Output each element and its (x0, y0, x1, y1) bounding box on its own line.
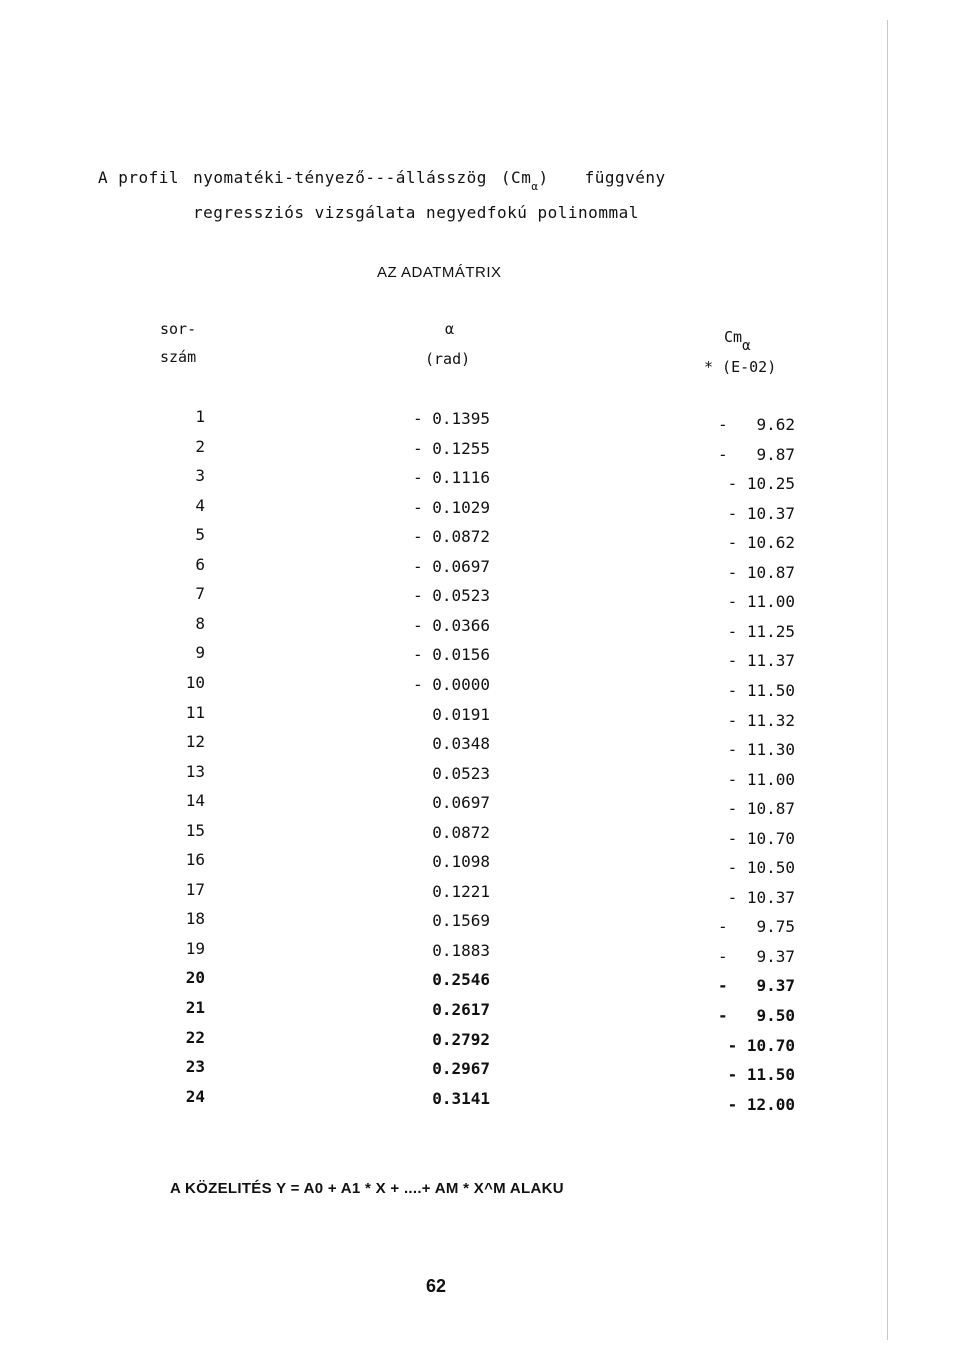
cm-value: - 11.25 (727, 622, 795, 641)
row-number: 23 (185, 1057, 205, 1076)
alpha-value: - 0.1116 (412, 468, 490, 487)
title-symbol-subscript: α (531, 180, 539, 193)
row-number: 7 (195, 584, 205, 603)
alpha-value: - 0.1029 (412, 498, 490, 517)
row-number: 1 (195, 407, 205, 426)
cm-value: - 11.00 (727, 592, 795, 611)
row-number: 9 (195, 643, 205, 662)
cm-value: - 11.00 (727, 770, 795, 789)
title-symbol-close: ) (538, 168, 549, 187)
alpha-value: 0.1883 (432, 941, 490, 960)
row-number: 19 (185, 939, 205, 958)
cm-value: - 10.62 (727, 533, 795, 552)
cm-value: - 10.70 (727, 1036, 795, 1055)
alpha-value: 0.1098 (432, 852, 490, 871)
alpha-value: 0.2546 (432, 970, 490, 989)
cm-value: - 10.50 (727, 858, 795, 877)
alpha-unit-header: (rad) (425, 350, 471, 368)
cm-value: - 11.50 (727, 681, 795, 700)
document-title-line-2: regressziós vizsgálata negyedfokú polinommal (193, 203, 639, 222)
cm-label: Cm (724, 328, 743, 346)
row-number: 10 (185, 673, 205, 692)
cm-value: - 11.32 (727, 711, 795, 730)
row-number: 24 (185, 1087, 205, 1106)
row-number: 12 (185, 732, 205, 751)
row-number: 18 (185, 909, 205, 928)
alpha-value: - 0.1255 (412, 439, 490, 458)
cm-value: - 9.75 (717, 917, 795, 936)
page-edge-line (887, 20, 888, 1340)
alpha-value: 0.0872 (432, 823, 490, 842)
index-column-header-1: sor- (160, 320, 197, 338)
cm-value: - 9.87 (717, 445, 795, 464)
cm-subscript: α (742, 338, 751, 354)
cm-value: - 11.50 (727, 1065, 795, 1084)
alpha-value: 0.1221 (432, 882, 490, 901)
cm-value: - 10.37 (727, 888, 795, 907)
alpha-value: - 0.0156 (412, 645, 490, 664)
row-number: 14 (185, 791, 205, 810)
cm-column-header (724, 328, 751, 354)
cm-value: - 10.87 (727, 563, 795, 582)
row-number: 2 (195, 437, 205, 456)
title-text-a: A profil (98, 168, 180, 187)
alpha-value: 0.2617 (432, 1000, 490, 1019)
row-number: 3 (195, 466, 205, 485)
cm-value: - 10.37 (727, 504, 795, 523)
cm-value: - 9.62 (717, 415, 795, 434)
alpha-value: 0.2792 (432, 1030, 490, 1049)
row-number: 15 (185, 821, 205, 840)
cm-value: - 10.25 (727, 474, 795, 493)
alpha-value: - 0.1395 (412, 409, 490, 428)
row-number: 11 (185, 703, 205, 722)
row-number: 4 (195, 496, 205, 515)
cm-value: - 9.37 (717, 947, 795, 966)
row-number: 17 (185, 880, 205, 899)
row-number: 5 (195, 525, 205, 544)
alpha-value: 0.1569 (432, 911, 490, 930)
cm-value: - 9.50 (717, 1006, 795, 1025)
alpha-value: 0.0697 (432, 793, 490, 812)
alpha-value: 0.3141 (432, 1089, 490, 1108)
alpha-value: 0.0191 (432, 705, 490, 724)
document-title-line-1 (98, 168, 666, 193)
cm-value: - 11.37 (727, 651, 795, 670)
approximation-formula: A KÖZELITÉS Y = A0 + A1 * X + ....+ AM * X^M ALAKU (170, 1180, 564, 1197)
alpha-value: - 0.0523 (412, 586, 490, 605)
alpha-value: 0.0348 (432, 734, 490, 753)
alpha-column-header: α (445, 320, 455, 338)
cm-value: - 10.70 (727, 829, 795, 848)
page-number: 62 (426, 1276, 447, 1296)
row-number: 22 (185, 1028, 205, 1047)
cm-unit-header: * (E-02) (704, 358, 777, 376)
cm-value: - 9.37 (717, 976, 795, 995)
matrix-heading: AZ ADATMÁTRIX (377, 264, 502, 281)
alpha-value: 0.0523 (432, 764, 490, 783)
cm-value: - 12.00 (727, 1095, 795, 1114)
title-text-c: függvény (584, 168, 666, 187)
alpha-value: - 0.0000 (412, 675, 490, 694)
cm-value: - 11.30 (727, 740, 795, 759)
title-symbol: (Cm (500, 168, 532, 187)
title-text-b: nyomatéki-tényező---állásszög (193, 168, 487, 187)
row-number: 6 (195, 555, 205, 574)
alpha-value: - 0.0697 (412, 557, 490, 576)
row-number: 20 (185, 968, 205, 987)
cm-value: - 10.87 (727, 799, 795, 818)
alpha-value: - 0.0366 (412, 616, 490, 635)
row-number: 13 (185, 762, 205, 781)
alpha-value: - 0.0872 (412, 527, 490, 546)
index-column-header-2: szám (160, 348, 197, 366)
row-number: 16 (185, 850, 205, 869)
alpha-value: 0.2967 (432, 1059, 490, 1078)
row-number: 21 (185, 998, 205, 1017)
row-number: 8 (195, 614, 205, 633)
